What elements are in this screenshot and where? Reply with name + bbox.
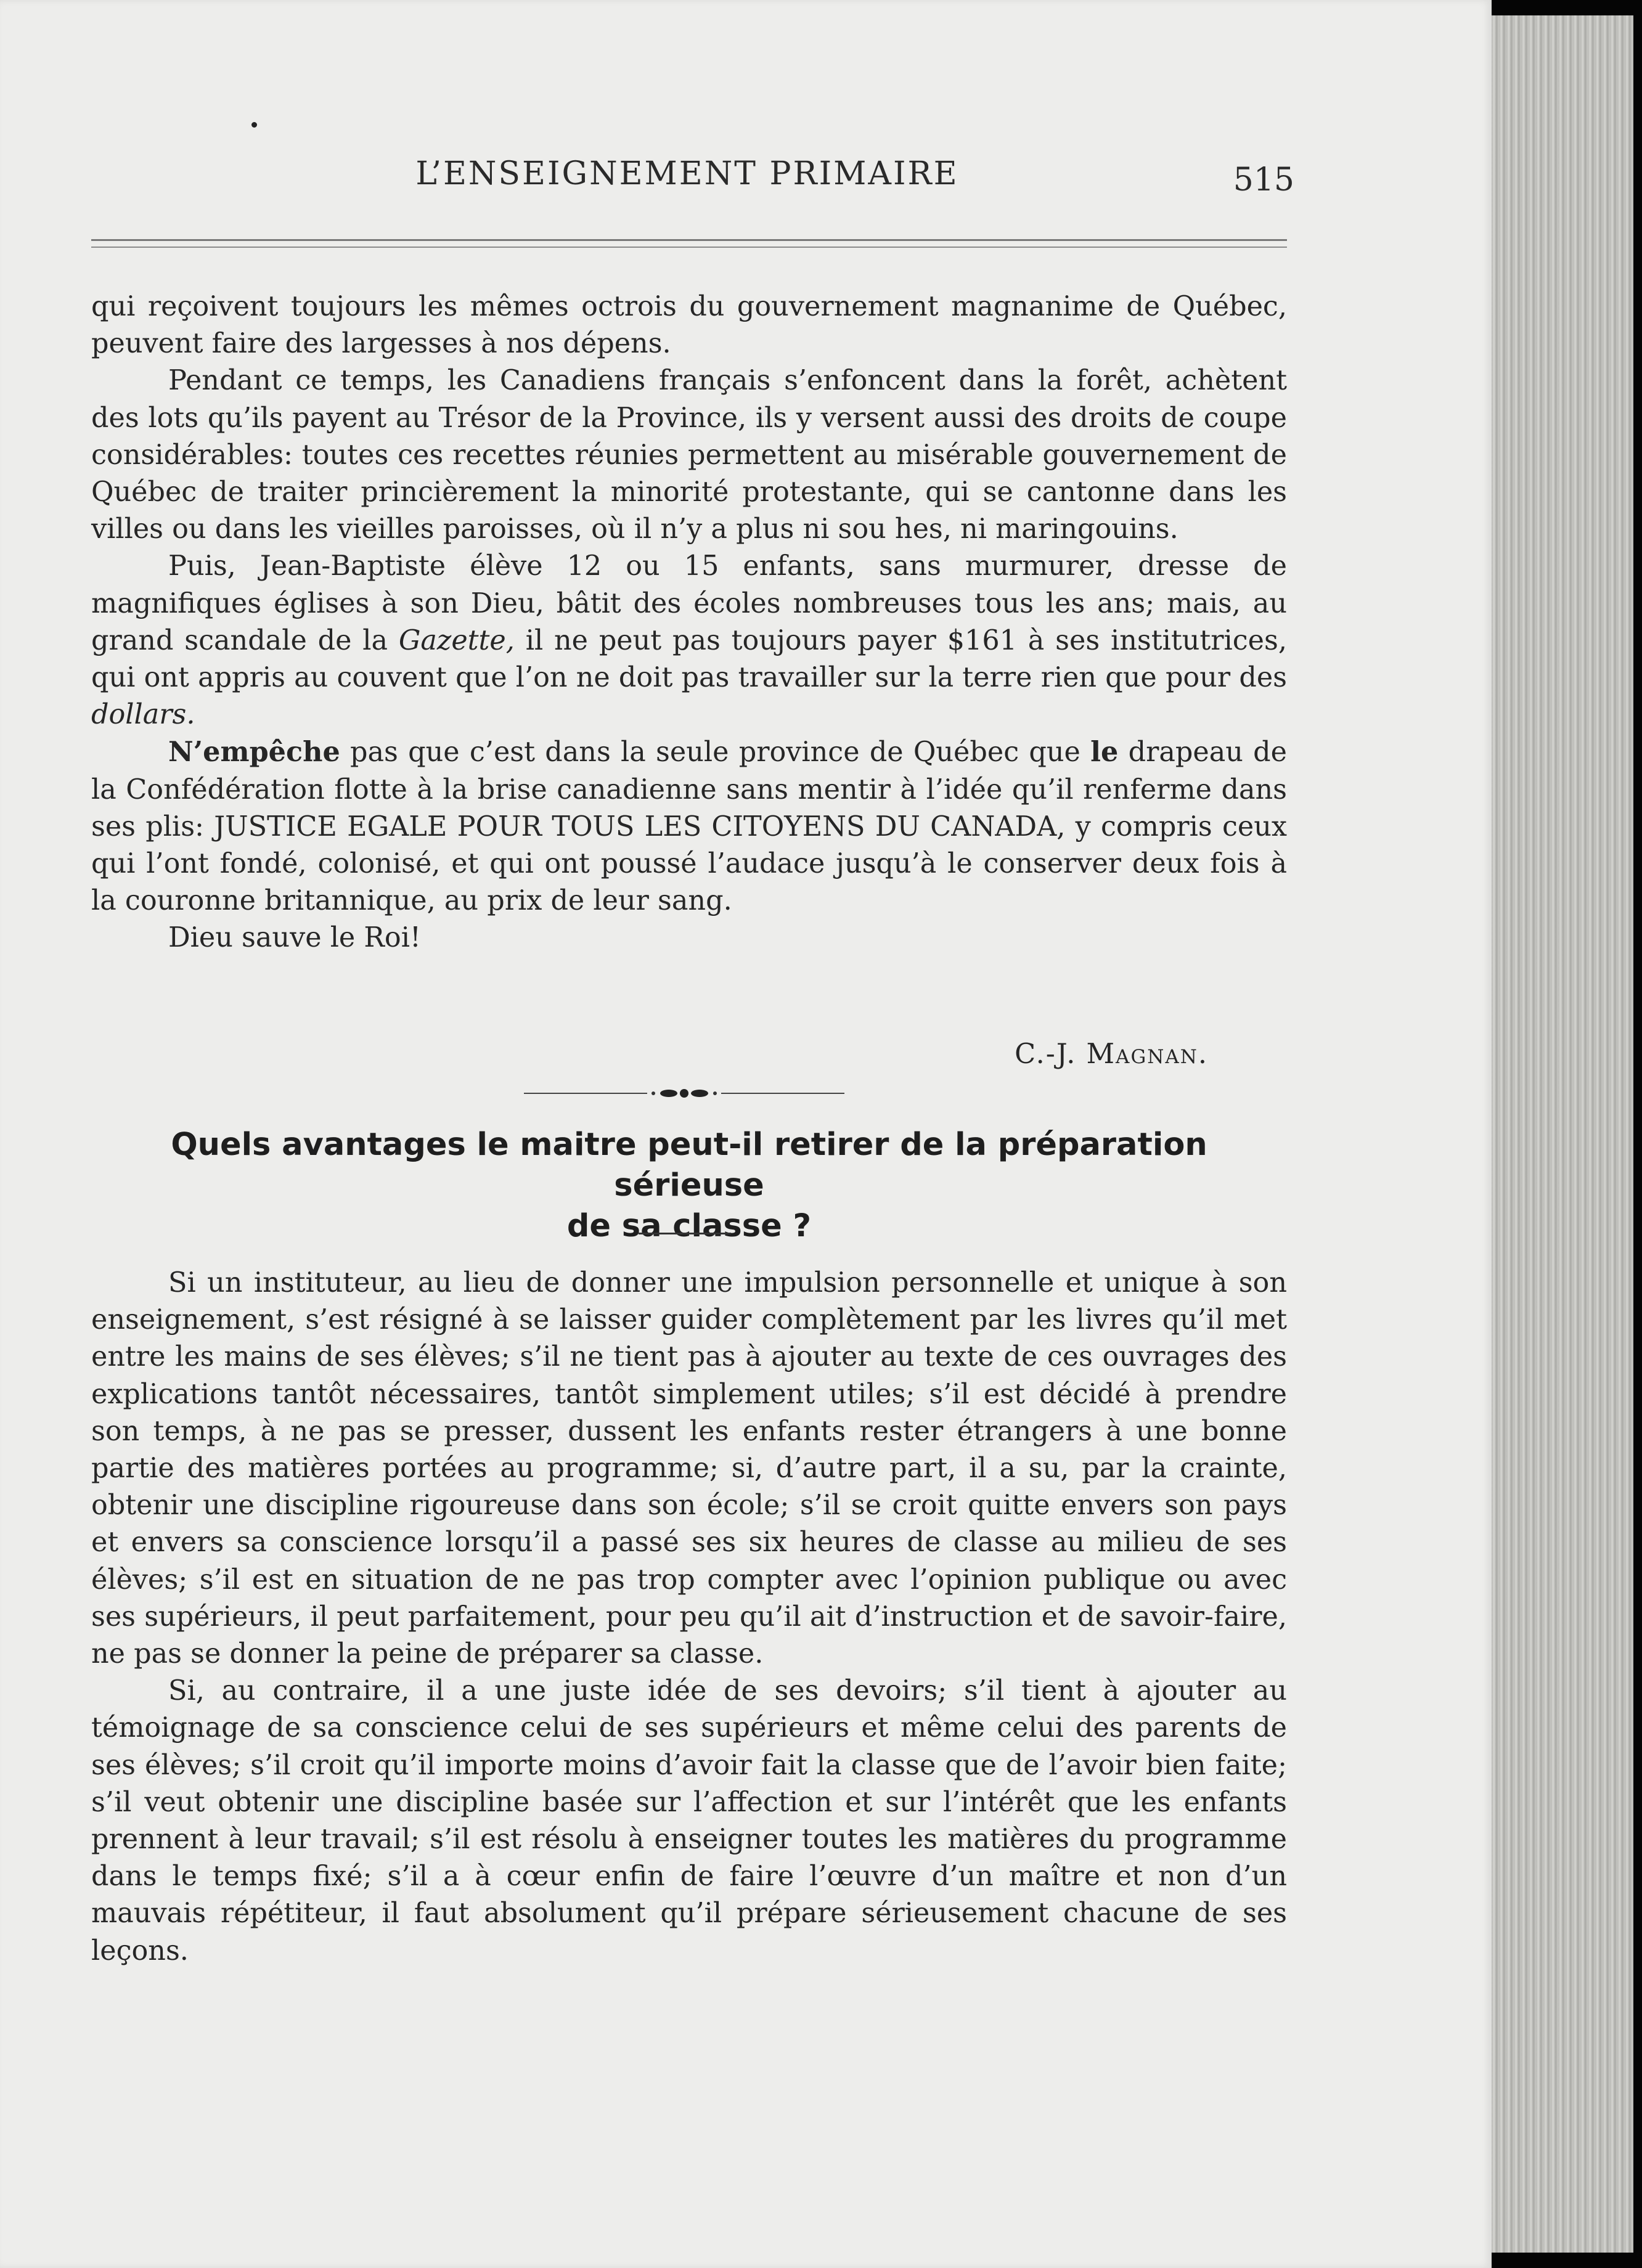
article-continuation bbox=[91, 288, 1287, 957]
italic-text: dollars. bbox=[91, 699, 195, 731]
heading-line: de sa classe ? bbox=[566, 1208, 812, 1244]
paragraph: qui reçoivent toujours les mêmes octrois du gouvernement magnanime de Québec, peuvent faire des largesses à nos dépens. bbox=[91, 291, 1287, 360]
paragraph: Si, au contraire, il a une juste idée de ses devoirs; s’il tient à ajouter au témoignage de sa conscience celui de ses supérieurs et même celui des parents de ses élèves; s’il croit qu’il importe moins d’avoir fait la classe que de l’avoir bien faite; s’il veut obtenir une discipline basée sur l’affection et sur l’intérêt que les enfants prennent à leur travail; s’il est résolu à enseigner toutes les matières du programme dans le temps fixé; s’il a à cœur enfin de faire l’œuvre d’un maître et non d’un mauvais répétiteur, il faut absolument qu’il prépare sérieusement chacune de ses leçons. bbox=[91, 1675, 1287, 1967]
page-number: 515 bbox=[1233, 161, 1294, 198]
paragraph bbox=[91, 733, 1287, 920]
text-run: drapeau de la Confédération flotte à la brise canadienne sans mentir à l’idée qu’il renferme dans ses plis: JUSTICE EGALE POUR TOUS LES CITOYENS DU CANADA, y compris ceux qui l’ont fondé, colonisé, et qui ont poussé l’audace jusqu’à le conserver deux fois à la couronne britannique, au prix de leur sang. bbox=[91, 736, 1288, 917]
header-rule bbox=[91, 239, 1287, 248]
article-body bbox=[91, 1265, 1287, 1970]
ink-speck bbox=[251, 122, 257, 128]
section-heading bbox=[91, 1125, 1287, 1247]
italic-text: Gazette, bbox=[398, 624, 515, 656]
author-signature: C.-J. Magnan. bbox=[1015, 1038, 1208, 1070]
text-run: il ne peut pas toujours payer $161 à ses institutrices, qui ont appris au couvent que l’on ne doit pas travailler sur la terre rien que pour des bbox=[91, 624, 1287, 694]
paragraph bbox=[91, 548, 1287, 733]
ornament-divider bbox=[524, 1081, 844, 1106]
bold-text: le bbox=[1090, 736, 1119, 769]
book-page-edges bbox=[1492, 15, 1633, 2253]
heading-rule bbox=[639, 1233, 731, 1234]
heading-line: Quels avantages le maitre peut-il retirer de la préparation sérieuse bbox=[171, 1127, 1207, 1204]
closing-line: Dieu sauve le Roi! bbox=[168, 922, 421, 954]
bold-text: N’empêche bbox=[168, 736, 340, 769]
paragraph: Si un instituteur, au lieu de donner une impulsion personnelle et unique à son enseignement, s’est résigné à se laisser guider complètement par les livres qu’il met entre les mains de ses élèves; s’il ne tient pas à ajouter au texte de ces ouvrages des explications tantôt nécessaires, tantôt simplement utiles; s’il est décidé à prendre son temps, à ne pas se presser, dussent les enfants rester étrangers à une bonne partie des matières portées au programme; si, d’autre part, il a su, par la crainte, obtenir une discipline rigoureuse dans son école; s’il se croit quitte envers son pays et envers sa conscience lorsqu’il a passé ses six heures de classe au milieu de ses élèves; s’il est en situation de ne pas trop compter avec l’opinion publique ou avec ses supérieurs, il peut parfaitement, pour peu qu’il ait d’instruction et de savoir-faire, ne pas se donner la peine de préparer sa classe. bbox=[91, 1267, 1287, 1670]
paragraph: Pendant ce temps, les Canadiens français s’enfoncent dans la forêt, achètent des lots qu’ils payent au Trésor de la Province, ils y versent aussi des droits de coupe considérables: toutes ces recettes réunies permettent au misérable gouvernement de Québec de traiter princièrement la minorité protestante, qui se cantonne dans les villes ou dans les vieilles paroisses, où il n’y a plus ni sou hes, ni maringouins. bbox=[91, 365, 1287, 545]
running-head: L’ENSEIGNEMENT PRIMAIRE bbox=[415, 155, 959, 192]
text-run: pas que c’est dans la seule province de Québec que bbox=[340, 736, 1091, 769]
text-run: Puis, Jean-Baptiste élève 12 ou 15 enfants, sans murmurer, dresse de magnifiques églises à son Dieu, bâtit des écoles nombreuses tous les ans; mais, au grand scandale de la bbox=[91, 550, 1287, 656]
